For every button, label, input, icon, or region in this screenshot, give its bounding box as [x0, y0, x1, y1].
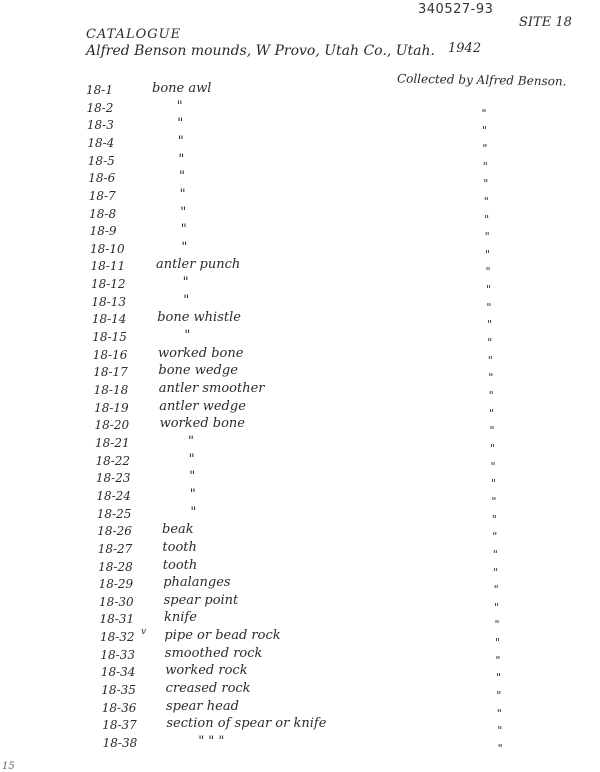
collector-ditto-mark: " [489, 424, 495, 438]
item-description: " " " [198, 734, 225, 749]
catalogue-number: 18-11 [90, 259, 126, 274]
catalogue-number: 18-21 [95, 435, 130, 450]
catalogue-number: 18-28 [98, 559, 133, 574]
item-description: pipe or bead rock [164, 628, 281, 644]
catalogue-number: 18-3 [86, 118, 114, 133]
item-description: spear point [163, 592, 239, 608]
collected-by-note: Collected by Alfred Benson. [396, 71, 567, 89]
item-description: " [177, 116, 184, 132]
item-description: bone whistle [157, 310, 241, 326]
item-description: " [189, 486, 196, 502]
item-description: " [179, 169, 185, 185]
item-description: " [188, 433, 194, 449]
item-description: bone wedge [158, 363, 238, 379]
catalogue-number: 18-19 [94, 400, 129, 415]
catalogue-number: 18-34 [100, 665, 136, 680]
catalogue-number: 18-15 [92, 330, 127, 345]
catalogue-number: 18-7 [88, 188, 116, 203]
catalogue-number: 18-35 [101, 683, 136, 698]
item-description: " [183, 292, 190, 308]
item-description: tooth [162, 557, 198, 573]
collector-ditto-mark: " [488, 389, 494, 403]
catalogue-heading: CATALOGUE [86, 27, 182, 42]
catalogue-number: 18-25 [96, 506, 132, 521]
item-description: antler punch [156, 257, 241, 273]
catalogue-number: 18-8 [89, 206, 117, 221]
catalogue-number: 18-17 [93, 365, 128, 380]
item-description: phalanges [163, 575, 231, 591]
catalogue-number: 18-1 [86, 83, 113, 97]
catalogue-number: 18-18 [93, 383, 129, 398]
item-description: bone awl [152, 81, 212, 96]
item-description: smoothed rock [164, 645, 263, 661]
collector-ditto-mark: " [485, 265, 491, 279]
catalogue-number: 18-36 [101, 700, 137, 715]
catalogue-number: 18-31 [99, 612, 135, 627]
collector-ditto-mark: " [485, 247, 491, 261]
catalogue-number: 18-14 [91, 312, 127, 327]
collector-ditto-mark: " [497, 742, 503, 755]
catalogue-number: 18-26 [97, 524, 132, 539]
catalogue-number: 18-5 [87, 153, 115, 168]
collector-ditto-mark: " [487, 336, 493, 350]
catalogue-number: 18-32 [99, 630, 135, 645]
collector-ditto-mark: " [494, 618, 500, 632]
collector-ditto-mark: " [487, 353, 493, 367]
collector-ditto-mark: " [483, 194, 489, 208]
item-description: creased rock [165, 681, 251, 697]
collector-ditto-mark: " [486, 300, 492, 314]
site-label: SITE 18 [519, 15, 572, 30]
collector-ditto-mark: " [484, 230, 490, 244]
catalogue-number: 18-24 [96, 488, 131, 503]
item-description: " [181, 239, 188, 255]
item-description: " [180, 222, 187, 238]
item-description: worked rock [165, 663, 248, 679]
collector-ditto-mark: " [494, 600, 500, 614]
catalogue-number: 18-37 [102, 718, 137, 733]
catalogue-number: 18-6 [88, 171, 116, 186]
item-description: " [180, 204, 187, 220]
catalogue-number: 18-27 [97, 541, 133, 556]
item-description: worked bone [159, 416, 246, 432]
collector-ditto-mark: " [491, 512, 497, 526]
item-description: beak [162, 522, 194, 538]
catalogue-number: 18-9 [89, 224, 117, 239]
item-description: section of spear or knife [166, 716, 327, 732]
collector-ditto-mark: " [494, 636, 500, 650]
item-description: " [190, 504, 197, 520]
catalogue-number: 18-22 [95, 453, 131, 468]
collector-ditto-mark: " [485, 283, 491, 297]
item-description: " [182, 275, 189, 291]
item-description: " [176, 98, 183, 114]
catalogue-number: 18-23 [95, 471, 131, 486]
item-description: " [189, 469, 196, 485]
collector-ditto-mark: " [492, 530, 498, 544]
catalogue-number: 18-4 [87, 135, 115, 150]
catalogue-number: 18-29 [98, 577, 134, 592]
collector-ditto-mark: " [486, 318, 492, 332]
collector-ditto-mark: " [490, 459, 496, 473]
catalogue-stamp-number: 340527-93 [418, 2, 494, 17]
collector-ditto-mark: " [496, 706, 502, 720]
collector-ditto-mark: " [491, 494, 497, 508]
collector-ditto-mark: " [490, 477, 496, 491]
collector-ditto-mark: " [492, 547, 498, 561]
collector-ditto-mark: " [490, 441, 496, 455]
collector-ditto-mark: " [493, 565, 499, 579]
check-mark: v [141, 627, 147, 637]
catalogue-number: 18-20 [94, 418, 130, 433]
collector-ditto-mark: " [489, 406, 495, 420]
collector-ditto-mark: " [495, 671, 501, 685]
item-description: antler smoother [158, 381, 265, 397]
item-description: " [179, 186, 186, 202]
item-description: " [177, 133, 184, 149]
item-description: knife [164, 610, 197, 626]
collector-ditto-mark: " [482, 159, 488, 173]
collector-ditto-mark: " [481, 124, 487, 138]
catalogue-number: 18-2 [86, 100, 114, 115]
item-description: worked bone [158, 345, 244, 361]
collector-ditto-mark: " [484, 212, 490, 226]
collector-ditto-mark: " [493, 583, 499, 597]
item-description: " [184, 328, 191, 344]
catalogue-subtitle: Alfred Benson mounds, W Provo, Utah Co., Utah. [86, 43, 435, 59]
item-description: antler wedge [159, 398, 246, 414]
item-description: " [178, 151, 185, 167]
collector-ditto-mark: " [483, 177, 489, 191]
catalogue-number: 18-30 [99, 594, 134, 609]
catalogue-number: 18-33 [100, 647, 135, 662]
catalogue-number: 18-12 [90, 277, 126, 292]
catalogue-number: 18-16 [92, 347, 128, 362]
catalogue-number: 18-10 [90, 241, 125, 256]
item-description: tooth [162, 539, 197, 555]
collector-ditto-mark: " [496, 689, 502, 703]
collector-ditto-mark: " [482, 141, 488, 155]
collector-ditto-mark: " [481, 106, 487, 120]
item-description: " [188, 451, 195, 467]
corner-mark: 15 [2, 761, 15, 772]
collector-ditto-mark: " [488, 371, 494, 385]
catalogue-year: 1942 [448, 41, 482, 56]
catalogue-number: 18-13 [91, 294, 126, 309]
item-description: spear head [166, 698, 239, 714]
collector-ditto-mark: " [497, 724, 503, 738]
collector-ditto-mark: " [495, 653, 501, 667]
catalogue-number: 18-38 [102, 736, 138, 750]
